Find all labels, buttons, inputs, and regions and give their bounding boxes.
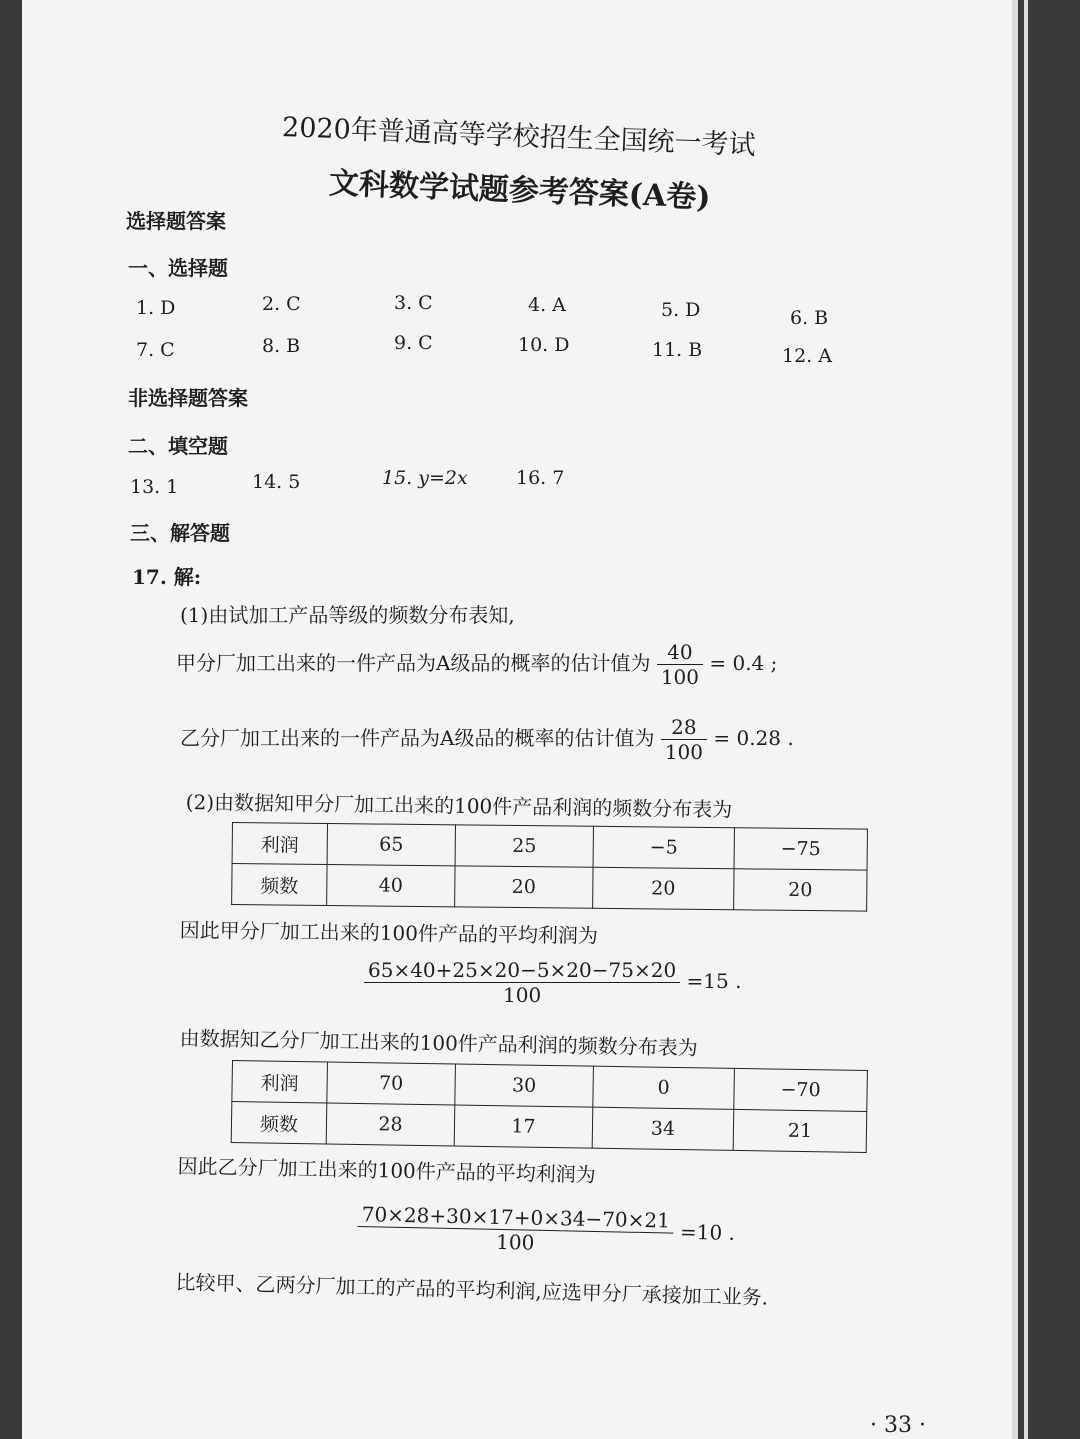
fraction bbox=[357, 1202, 674, 1258]
q17-jia-line bbox=[176, 640, 777, 689]
q17-part3: 由数据知乙分厂加工出来的100件产品利润的频数分布表为 bbox=[179, 1025, 699, 1060]
table-cell: 28 bbox=[326, 1103, 455, 1146]
table-cell: 利润 bbox=[232, 823, 327, 865]
table-cell: 20 bbox=[734, 869, 867, 911]
q17-yi-text: 乙分厂加工出来的一件产品为A级品的概率的估计值为 bbox=[180, 726, 655, 750]
q17-jia-result: = 0.4 ; bbox=[709, 651, 778, 675]
choice-answer: 8. B bbox=[262, 335, 301, 357]
table-cell: 频数 bbox=[231, 1102, 327, 1144]
fraction bbox=[661, 715, 707, 764]
page-number: · 33 · bbox=[870, 1413, 926, 1438]
q17-jia-text: 甲分厂加工出来的一件产品为A级品的概率的估计值为 bbox=[176, 651, 651, 675]
table-cell: −70 bbox=[734, 1068, 868, 1111]
fill-answer: 14. 5 bbox=[252, 471, 301, 493]
q17-avg-yi-text: 因此乙分厂加工出来的100件产品的平均利润为 bbox=[177, 1153, 597, 1187]
profit-table-yi bbox=[231, 1060, 868, 1153]
q17-yi-line bbox=[180, 715, 794, 764]
table-row bbox=[232, 864, 867, 912]
section-solve-sub: 三、解答题 bbox=[130, 521, 230, 545]
table-cell: 21 bbox=[733, 1109, 867, 1152]
fraction-numerator: 70×28+30×17+0×34−70×21 bbox=[357, 1202, 674, 1234]
exam-title: 2020年普通高等学校招生全国统一考试 bbox=[281, 111, 757, 162]
fraction bbox=[364, 958, 680, 1007]
fraction-denominator: 100 bbox=[664, 740, 703, 764]
q17-avg-yi-result: =10 . bbox=[679, 1219, 736, 1245]
table-cell: 34 bbox=[592, 1107, 734, 1150]
q17-avg-jia-result: =15 . bbox=[686, 969, 742, 993]
page-edge bbox=[1012, 0, 1018, 1439]
table-cell: 70 bbox=[327, 1062, 456, 1105]
fraction-numerator: 40 bbox=[657, 640, 703, 665]
fraction-numerator: 65×40+25×20−5×20−75×20 bbox=[364, 958, 680, 983]
fraction bbox=[657, 640, 703, 689]
q17-part2: (2)由数据知甲分厂加工出来的100件产品利润的频数分布表为 bbox=[185, 789, 733, 822]
table-cell: 65 bbox=[327, 824, 455, 866]
choice-answer: 10. D bbox=[518, 334, 570, 356]
q17-avg-yi-formula bbox=[357, 1202, 735, 1259]
table-cell: 25 bbox=[455, 825, 593, 867]
section-choice-header: 选择题答案 bbox=[126, 209, 226, 233]
table-cell: 频数 bbox=[232, 864, 327, 906]
q17-part1: (1)由试加工产品等级的频数分布表知, bbox=[180, 603, 515, 627]
choice-answer: 9. C bbox=[394, 332, 433, 354]
table-cell: 20 bbox=[593, 867, 734, 909]
choice-answer: 12. A bbox=[782, 345, 832, 367]
choice-answer: 7. C bbox=[136, 339, 175, 361]
choice-answer: 6. B bbox=[790, 307, 829, 329]
page-edge bbox=[1024, 0, 1028, 1439]
fraction-denominator: 100 bbox=[660, 665, 699, 689]
choice-answer: 1. D bbox=[136, 297, 176, 319]
section-choice-sub: 一、选择题 bbox=[128, 256, 228, 280]
table-cell: 17 bbox=[454, 1105, 593, 1148]
table-cell: 30 bbox=[455, 1064, 594, 1107]
q17-avg-jia-formula bbox=[364, 958, 741, 1007]
fraction-denominator: 100 bbox=[503, 983, 542, 1007]
fill-answer: 13. 1 bbox=[130, 476, 179, 498]
section-nonchoice-header: 非选择题答案 bbox=[128, 386, 248, 410]
choice-answer: 3. C bbox=[394, 292, 433, 314]
table-cell: 0 bbox=[593, 1066, 735, 1109]
table-cell: −75 bbox=[734, 828, 867, 870]
table-cell: 20 bbox=[455, 866, 593, 908]
answer-title: 文科数学试题参考答案(A卷) bbox=[328, 165, 712, 216]
table-cell: 利润 bbox=[232, 1061, 328, 1103]
q17-yi-result: = 0.28 . bbox=[713, 726, 794, 750]
table-row bbox=[232, 823, 867, 871]
choice-answer: 2. C bbox=[262, 293, 301, 315]
fill-answer: 16. 7 bbox=[516, 467, 565, 489]
table-cell: −5 bbox=[593, 826, 734, 868]
choice-answer: 5. D bbox=[661, 299, 701, 321]
fraction-numerator: 28 bbox=[661, 715, 707, 740]
q17-avg-jia-text: 因此甲分厂加工出来的100件产品的平均利润为 bbox=[179, 917, 599, 948]
fraction-denominator: 100 bbox=[495, 1229, 535, 1255]
table-cell: 40 bbox=[327, 864, 455, 906]
q17-conclusion: 比较甲、乙两分厂加工的产品的平均利润,应选甲分厂承接加工业务. bbox=[175, 1269, 769, 1310]
section-fill-sub: 二、填空题 bbox=[128, 434, 228, 458]
fill-answer: 15. y=2x bbox=[382, 467, 468, 489]
profit-table-jia bbox=[231, 822, 868, 912]
q17-head: 17. 解: bbox=[132, 565, 202, 589]
choice-answer: 11. B bbox=[652, 339, 703, 361]
choice-answer: 4. A bbox=[528, 294, 566, 316]
